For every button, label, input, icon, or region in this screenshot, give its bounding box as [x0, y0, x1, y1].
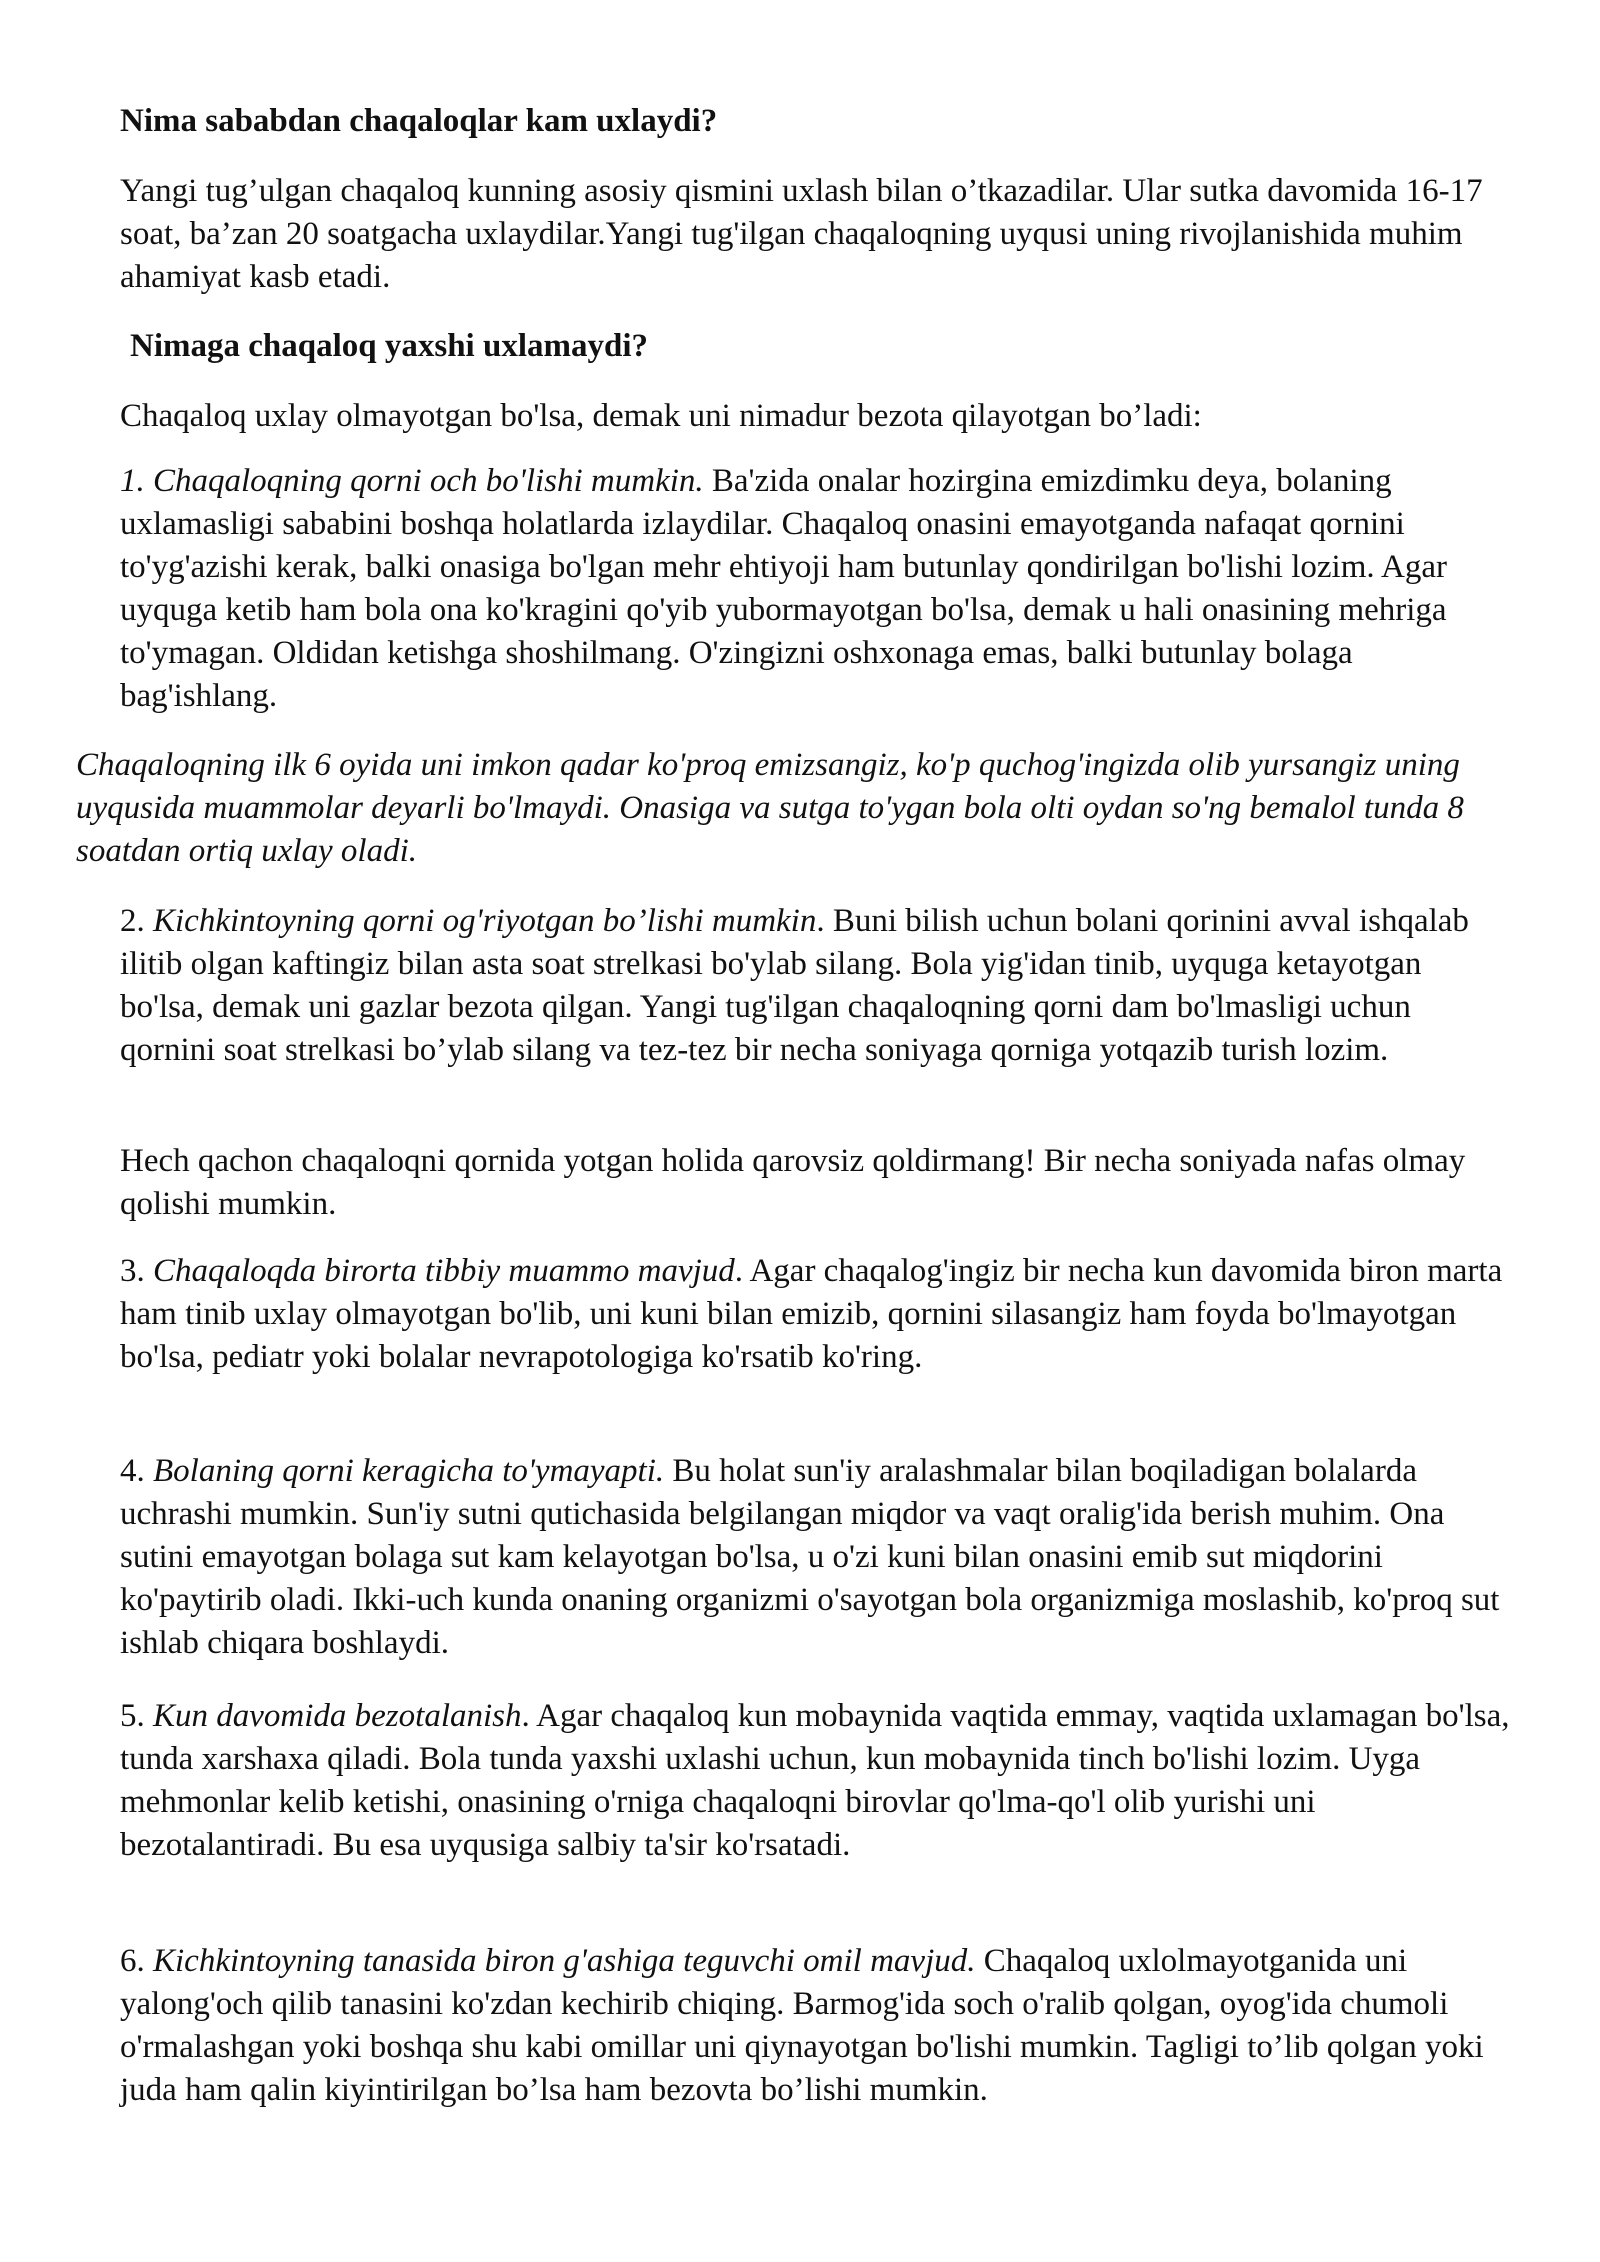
- reason-5-text: . Agar chaqaloq kun mobaynida vaqtida emmay, vaqtida uxlamagan bo'lsa, tunda xarshaxa qiladi. Bola tunda yaxshi uxlashi uchun, kun mobaynida tinch bo'lishi lozim. Uyga mehmonlar kelib ketishi, onasining o'rniga chaqaloqni birovlar qo'lma-qo'l olib yurishi uni bezotalantiradi. Bu esa uyqusiga salbiy ta'sir ko'rsatadi.: [120, 1698, 1510, 1863]
- reason-3-number: 3.: [120, 1253, 145, 1289]
- heading-why-babies-sleep-little: Nima sababdan chaqaloqlar kam uxlaydi?: [120, 103, 718, 139]
- reason-6-title: Kichkintoyning tanasida biron g'ashiga teguvchi omil mavjud.: [153, 1943, 976, 1979]
- reason-1-number: 1.: [120, 463, 145, 499]
- warning-paragraph: Hech qachon chaqaloqni qornida yotgan holida qarovsiz qoldirmang! Bir necha soniyada nafas olmay qolishi mumkin.: [120, 1143, 1466, 1222]
- reason-6-number: 6.: [120, 1943, 145, 1979]
- reason-6-text: Chaqaloq uxlolmayotganida uni yalong'och qilib tanasini ko'zdan kechirib chiqing. Barmog'ida soch o'ralib qolgan, oyog'ida chumoli o'rmalashgan yoki boshqa shu kabi omillar uni qiynayotgan bo'lishi mumkin. Tagligi to’lib qolgan yoki juda ham qalin kiyintirilgan bo’lsa ham bezovta bo’lishi mumkin.: [120, 1943, 1484, 2108]
- reason-4-text: Bu holat sun'iy aralashmalar bilan boqiladigan bolalarda uchrashi mumkin. Sun'iy sutni qutichasida belgilangan miqdor va vaqt oralig'ida berish muhim. Ona sutini emayotgan bolaga sut kam kelayotgan bo'lsa, u o'zi kuni bilan onasini emib sut miqdorini ko'paytirib oladi. Ikki-uch kunda onaning organizmi o'sayotgan bola organizmiga moslashib, ko'proq sut ishlab chiqara boshlaydi.: [120, 1453, 1500, 1661]
- reason-1-title: Chaqaloqning qorni och bo'lishi mumkin.: [153, 463, 704, 499]
- reason-3-paragraph: [120, 1250, 1510, 1379]
- reason-1-text: Ba'zida onalar hozirgina emizdimku deya, bolaning uxlamasligi sababini boshqa holatlarda izlaydilar. Chaqaloq onasini emayotganda nafaqat qornini to'yg'azishi kerak, balki onasiga bo'lgan mehr ehtiyoji ham butunlay qondirilgan bo'lishi lozim. Agar uyquga ketib ham bola ona ko'kragini qo'yib yubormayotgan bo'lsa, demak u hali onasining mehriga to'ymagan. Oldidan ketishga shoshilmang. O'zingizni oshxonaga emas, balki butunlay bolaga bag'ishlang.: [120, 463, 1448, 714]
- intro-paragraph: Yangi tug’ulgan chaqaloq kunning asosiy qismini uxlash bilan o’tkazadilar. Ular sutka davomida 16-17 soat, ba’zan 20 soatgacha uxlaydilar.Yangi tug'ilgan chaqaloqning uyqusi uning rivojlanishida muhim ahamiyat kasb etadi.: [120, 173, 1483, 295]
- italic-note-paragraph: Chaqaloqning ilk 6 oyida uni imkon qadar ko'proq emizsangiz, ko'p quchog'ingizda olib yursangiz uning uyqusida muammolar deyarli bo'lmaydi. Onasiga va sutga to'ygan bola olti oydan so'ng bemalol tunda 8 soatdan ortiq uxlay oladi.: [76, 747, 1464, 869]
- reason-2-title: Kichkintoyning qorni og'riyotgan bo’lishi mumkin: [153, 903, 817, 939]
- heading-why-baby-sleeps-poorly: Nimaga chaqaloq yaxshi uxlamaydi?: [130, 328, 649, 364]
- reason-2-text: . Buni bilish uchun bolani qorinini avval ishqalab ilitib olgan kaftingiz bilan asta soat strelkasi bo'ylab silang. Bola yig'idan tinib, uyquga ketayotgan bo'lsa, demak uni gazlar bezota qilgan. Yangi tug'ilgan chaqaloqning qorni dam bo'lmasligi uchun qornini soat strelkasi bo’ylab silang va tez-tez bir necha soniyaga qorniga yotqazib turish lozim.: [120, 903, 1469, 1068]
- reason-4-title: Bolaning qorni keragicha to'ymayapti.: [153, 1453, 665, 1489]
- reason-5-title: Kun davomida bezotalanish: [153, 1698, 522, 1734]
- reason-1-paragraph: [120, 460, 1510, 718]
- reason-5-number: 5.: [120, 1698, 145, 1734]
- reason-5-paragraph: [120, 1695, 1510, 1867]
- reason-3-text: . Agar chaqalog'ingiz bir necha kun davomida biron marta ham tinib uxlay olmayotgan bo'lib, uni kuni bilan emizib, qornini silasangiz ham foyda bo'lmayotgan bo'lsa, pediatr yoki bolalar nevrapotologiga ko'rsatib ko'ring.: [120, 1253, 1503, 1375]
- reason-4-number: 4.: [120, 1453, 145, 1489]
- lead-paragraph: Chaqaloq uxlay olmayotgan bo'lsa, demak uni nimadur bezota qilayotgan bo’ladi:: [120, 398, 1202, 434]
- reason-3-title: Chaqaloqda birorta tibbiy muammo mavjud: [153, 1253, 735, 1289]
- reason-2-number: 2.: [120, 903, 145, 939]
- reason-6-paragraph: [120, 1940, 1510, 2112]
- reason-4-paragraph: [120, 1450, 1510, 1665]
- reason-2-paragraph: [120, 900, 1510, 1072]
